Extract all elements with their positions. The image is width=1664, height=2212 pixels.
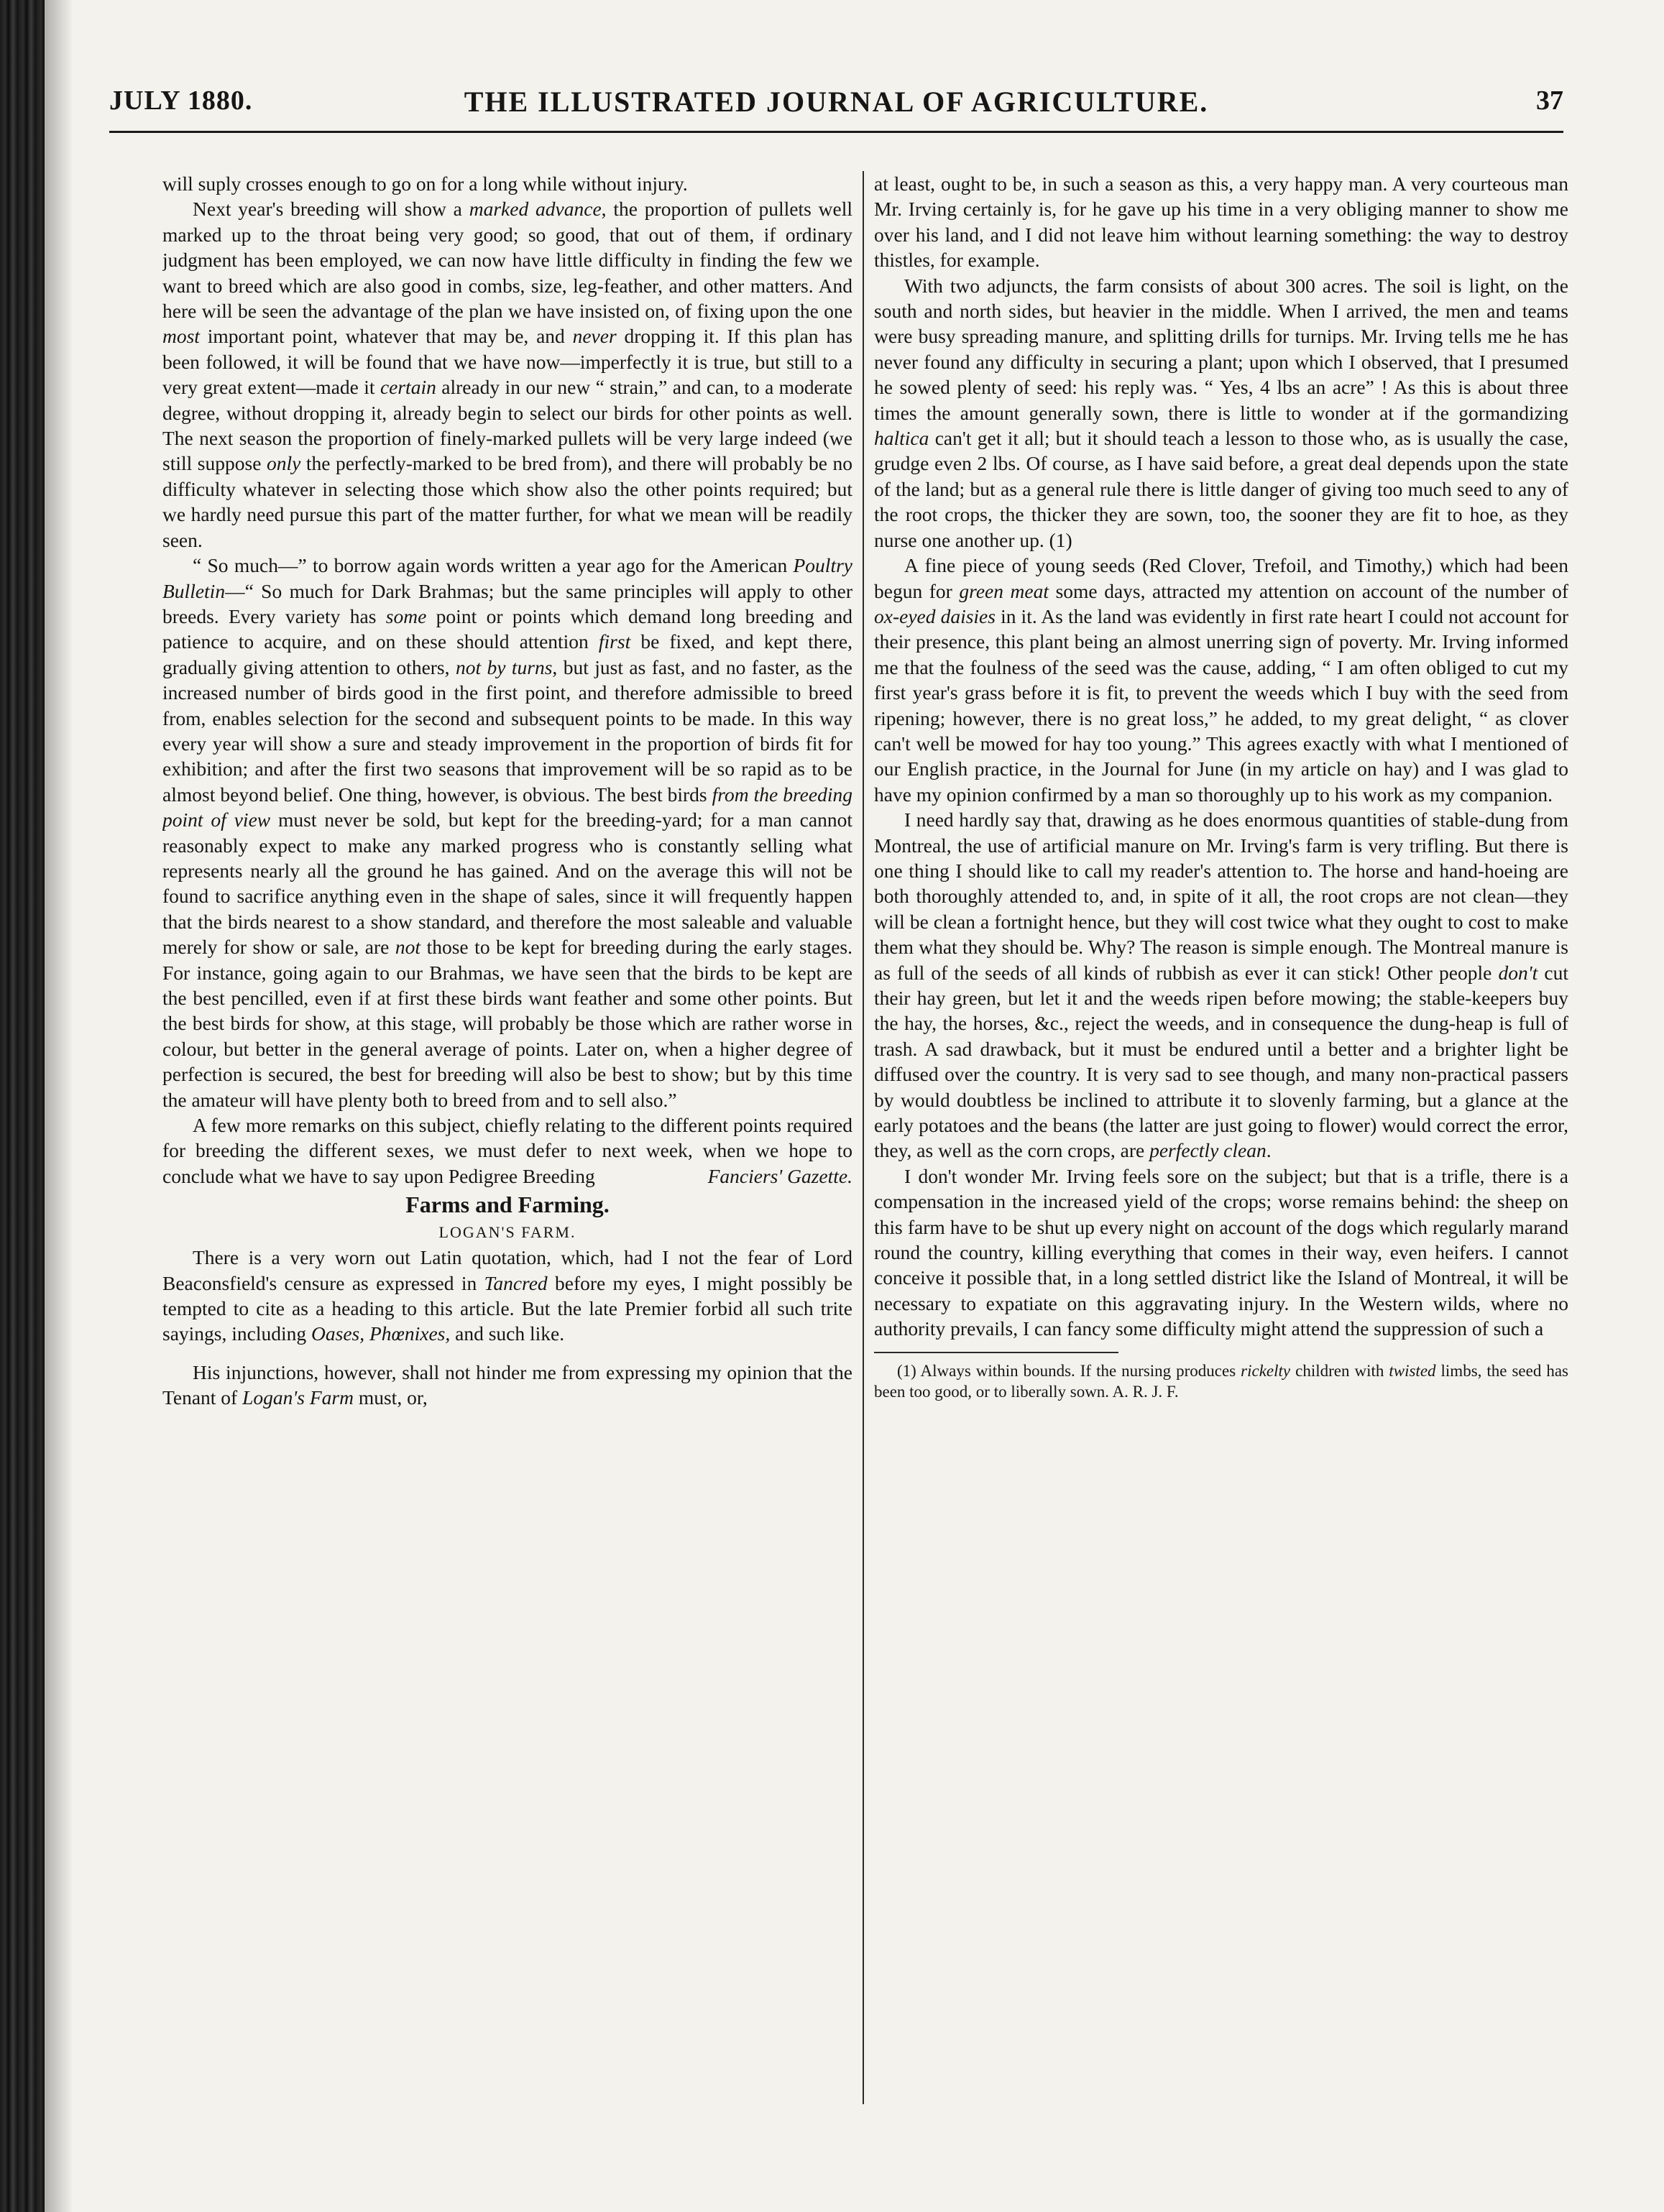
- right-column: [874, 171, 1568, 2111]
- header-date: JULY 1880.: [109, 86, 253, 116]
- section-subtitle: LOGAN'S FARM.: [438, 1223, 576, 1242]
- paragraph: Next year's breeding will show a marked advance, the proportion of pullets well marked up to the throat being very good; so good, that out of them, if ordinary judgment has been employed, we can now have little difficulty in finding the few we want to breed which are also good in combs, size, leg-feather, and other matters. And here will be seen the advantage of the plan we have insisted on, of fixing upon the one most important point, whatever that may be, and never dropping it. If this plan has been followed, it will be found that we have now—imperfectly it is true, but still to a very great extent—made it certain already in our new “ strain,” and can, to a moderate degree, without dropping it, already begin to select our birds for other points as well. The next season the proportion of finely-marked pullets will be very large indeed (we still suppose only the perfectly-marked to be bred from), and there will probably be no difficulty whatever in selecting those which show also the other points required; but we hardly need pursue this part of the matter further, for what we mean will be readily seen.: [162, 198, 852, 551]
- header-rule: [109, 131, 1563, 133]
- paragraph: I need hardly say that, drawing as he does enormous quantities of stable-dung from Montreal, the use of artificial manure on Mr. Irving's farm is very trifling. But there is one thing I should like to call my reader's attention to. The horse and hand-hoeing are both thoroughly attended to, and, in spite of it all, the root crops are not clean—they will be clean a fortnight hence, but they will cost twice what they ought to cost to make them what they should be. Why? The reason is simple enough. The Montreal manure is as full of the seeds of all kinds of rubbish as ever it can stick! Other people don't cut their hay green, but let it and the weeds ripen before mowing; the stable-keepers buy the hay, the horses, &c., reject the weeds, and in consequence the dung-heap is full of trash. A sad drawback, but it must be endured until a better and a brighter light be diffused over the country. It is very sad to see though, and many non-practical passers by would doubtless be inclined to attribute it to slovenly farming, but a glance at the early potatoes and the beans (the latter are just going to flower) would correct the error, they, as well as the corn crops, are perfectly clean.: [874, 808, 1568, 1162]
- footnote: (1) Always within bounds. If the nursing produces rickelty children with twisted limbs, the seed has been too good, or to liberally sown. A. R. J. F.: [874, 1361, 1568, 1401]
- paragraph: I don't wonder Mr. Irving feels sore on the subject; but that is a trifle, there is a compensation in the increased yield of the crops; worse remains behind: the sheep on this farm have to be shut up every night on account of the dogs which regularly marand round the country, killing everything that comes in their way, even heifers. I cannot conceive it possible that, in a long settled district like the Island of Montreal, it will be necessary to expatiate on this aggravating injury. In the Western wilds, where no authority prevails, I can fancy some difficulty might attend the suppression of such a: [874, 1164, 1568, 1340]
- page-number: 37: [1536, 86, 1563, 116]
- paragraph: With two adjuncts, the farm consists of about 300 acres. The soil is light, on the south and north sides, but heavier in the middle. When I arrived, the men and teams were busy spreading manure, and splitting drills for turnips. Mr. Irving tells me he has never found any difficulty in securing a plant; upon which I observed, that I presumed he sowed plenty of seed: his reply was. “ Yes, 4 lbs an acre” ! As this is about three times the amount generally sown, there is little to wonder at if the gormandizing haltica can't get it all; but it should teach a lesson to those who, as is usually the case, grudge even 2 lbs. Of course, as I have said before, a great deal depends upon the state of the land; but as a general rule there is little danger of giving too much seed to any of the root crops, the thicker they are sown, too, the sooner they are fit to hoe, as they nurse one another up. (1): [874, 274, 1568, 551]
- journal-title: THE ILLUSTRATED JOURNAL OF AGRICULTURE.: [464, 86, 1209, 118]
- paragraph: A fine piece of young seeds (Red Clover, Trefoil, and Timothy,) which had been begun for green meat some days, attracted my attention on account of the number of ox-eyed daisies in it. As the land was evidently in first rate heart I could not account for their presence, this plant being an almost unerring sign of poverty. Mr. Irving informed me that the foulness of the seed was the cause, adding, “ I am often obliged to cut my first year's grass before it is fit, to prevent the weeds which I buy with the seed from ripening; however, there is no great loss,” he added, to my great delight, “ as clover can't well be mowed for hay too young.” This agrees exactly with what I mentioned of our English practice, in the Journal for June (in my article on hay) and I was glad to have my opinion confirmed by a man so thoroughly up to his work as my companion.: [874, 554, 1568, 806]
- paragraph: “ So much—” to borrow again words written a year ago for the American Poultry Bulletin—“ So much for Dark Brahmas; but the same principles will apply to other breeds. Every variety has some point or points which demand long breeding and patience to acquire, and on these should attention first be fixed, and kept there, gradually giving attention to others, not by turns, but just as fast, and no faster, as the increased number of birds good in the first point, and therefore admissible to breed from, enables selection for the second and subsequent points to be made. In this way every year will show a sure and steady improvement in the proportion of birds fit for exhibition; and after the first two seasons that improvement will be so rapid as to be almost beyond belief. One thing, however, is obvious. The best birds from the breeding point of view must never be sold, but kept for the breeding-yard; for a man cannot reasonably expect to make any marked progress who is constantly selling what represents nearly all the ground he has gained. And on the average this will not be found to sacrifice anything even in the shape of sales, since it will frequently happen that the birds nearest to a show standard, and therefore the most saleable and valuable merely for show or sale, are not those to be kept for breeding during the early stages. For instance, going again to our Brahmas, we have seen that the birds to be kept are the best pencilled, even if at first these birds want feather and some other points. But the best birds for show, at this stage, will probably be those which are rather worse in colour, but better in the general average of points. Later on, when a higher degree of perfection is secured, the best for breeding will also be best to show; but by this time the amateur will have plenty both to breed from and to sell also.”: [162, 554, 852, 1111]
- book-binding-edge: [0, 0, 45, 2212]
- paragraph-signoff: A few more remarks on this subject, chiefly relating to the different points required for breeding the different sexes, we must defer to next week, when we hope to conclude what we have to say upon Pedigree Breeding Fanciers' Gazette.: [162, 1112, 852, 1189]
- left-column: [162, 171, 852, 2111]
- source-citation: Fanciers' Gazette.: [707, 1164, 852, 1187]
- section-title: Farms and Farming.: [405, 1192, 610, 1218]
- paragraph: will suply crosses enough to go on for a long while without injury.: [162, 172, 688, 195]
- footnote-rule: [874, 1352, 1118, 1353]
- paragraph: at least, ought to be, in such a season as this, a very happy man. A very courteous man Mr. Irving certainly is, for he gave up his time in a very obliging manner to show me over his land, and I did not leave him without learning something: the way to destroy thistles, for example.: [874, 172, 1568, 272]
- paragraph: His injunctions, however, shall not hinder me from expressing my opinion that the Tenant of Logan's Farm must, or,: [162, 1360, 852, 1409]
- paragraph: There is a very worn out Latin quotation, which, had I not the fear of Lord Beaconsfield's censure as expressed in Tancred before my eyes, I might possibly be tempted to cite as a heading to this article. But the late Premier forbid all such trite sayings, including Oases, Phœnixes, and such like.: [162, 1246, 852, 1345]
- running-header: [109, 85, 1563, 128]
- gutter-shadow: [45, 0, 73, 2212]
- column-divider: [863, 171, 864, 2104]
